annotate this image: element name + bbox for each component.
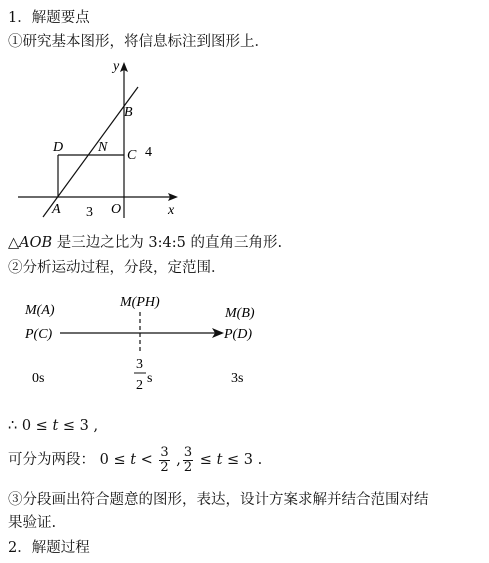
label-four: 4 [145, 145, 152, 160]
split-p4: ≤ 3 . [222, 452, 263, 468]
triangle-note [8, 233, 282, 253]
fraction-1-num: 3 [160, 444, 169, 460]
label-d: D [53, 140, 64, 155]
label-p-c: P(C) [25, 327, 53, 342]
fraction-2 [183, 446, 193, 475]
fraction-1-den: 2 [160, 459, 169, 475]
label-x: x [168, 203, 175, 218]
triangle-name: AOB [19, 235, 53, 251]
label-m-ph: M(PH) [120, 295, 160, 310]
fraction-1 [159, 446, 169, 475]
triangle-symbol: △ [8, 235, 20, 251]
label-p-d: P(D) [224, 327, 252, 342]
time-start: 0s [32, 371, 45, 386]
label-y: y [113, 59, 120, 74]
split-p1: 0 ≤ [95, 452, 131, 468]
step3-line1: ③分段画出符合题意的图形，表达，设计方案求解并结合范围对结 [8, 492, 429, 508]
split-p2: < [136, 452, 158, 468]
step1-text: ①研究基本图形，将信息标注到图形上． [8, 34, 269, 50]
label-m-a: M(A) [25, 303, 55, 318]
label-n: N [98, 140, 108, 155]
range-var-t: t [52, 418, 59, 434]
split-comma: , [171, 452, 181, 468]
section2-heading: 2．解题过程 [8, 540, 90, 556]
section1-heading: 1．解题要点 [8, 10, 90, 26]
label-three: 3 [86, 205, 93, 220]
label-a: A [52, 202, 61, 217]
split-line [8, 442, 262, 478]
label-m-b: M(B) [225, 306, 255, 321]
label-o: O [111, 202, 122, 217]
step2-text: ②分析运动过程，分段，定范围． [8, 260, 226, 276]
split-prefix: 可分为两段： [8, 452, 95, 468]
range-line [8, 416, 98, 436]
fraction-2-den: 2 [183, 459, 193, 475]
split-p3: ≤ [195, 452, 217, 468]
range-expr-a: 0 ≤ [17, 418, 53, 434]
split-t1: t [130, 452, 137, 468]
triangle-rest: 是三边之比为 3:4:5 的直角三角形. [52, 235, 283, 251]
figure-coordinate-sketch [10, 50, 200, 225]
range-expr-b: ≤ 3 , [58, 418, 99, 434]
time-end: 3s [231, 371, 244, 386]
fraction-2-num: 3 [183, 444, 193, 460]
label-c: C [127, 148, 137, 163]
therefore-symbol: ∴ [8, 418, 18, 434]
time-mid-num: 3 [136, 357, 143, 372]
figure-motion-timeline [20, 288, 320, 400]
step3-line2: 果验证. [8, 515, 57, 531]
time-mid-unit: s [147, 371, 153, 386]
split-t2: t [216, 452, 223, 468]
label-b: B [124, 105, 133, 120]
time-mid-den: 2 [136, 378, 143, 393]
